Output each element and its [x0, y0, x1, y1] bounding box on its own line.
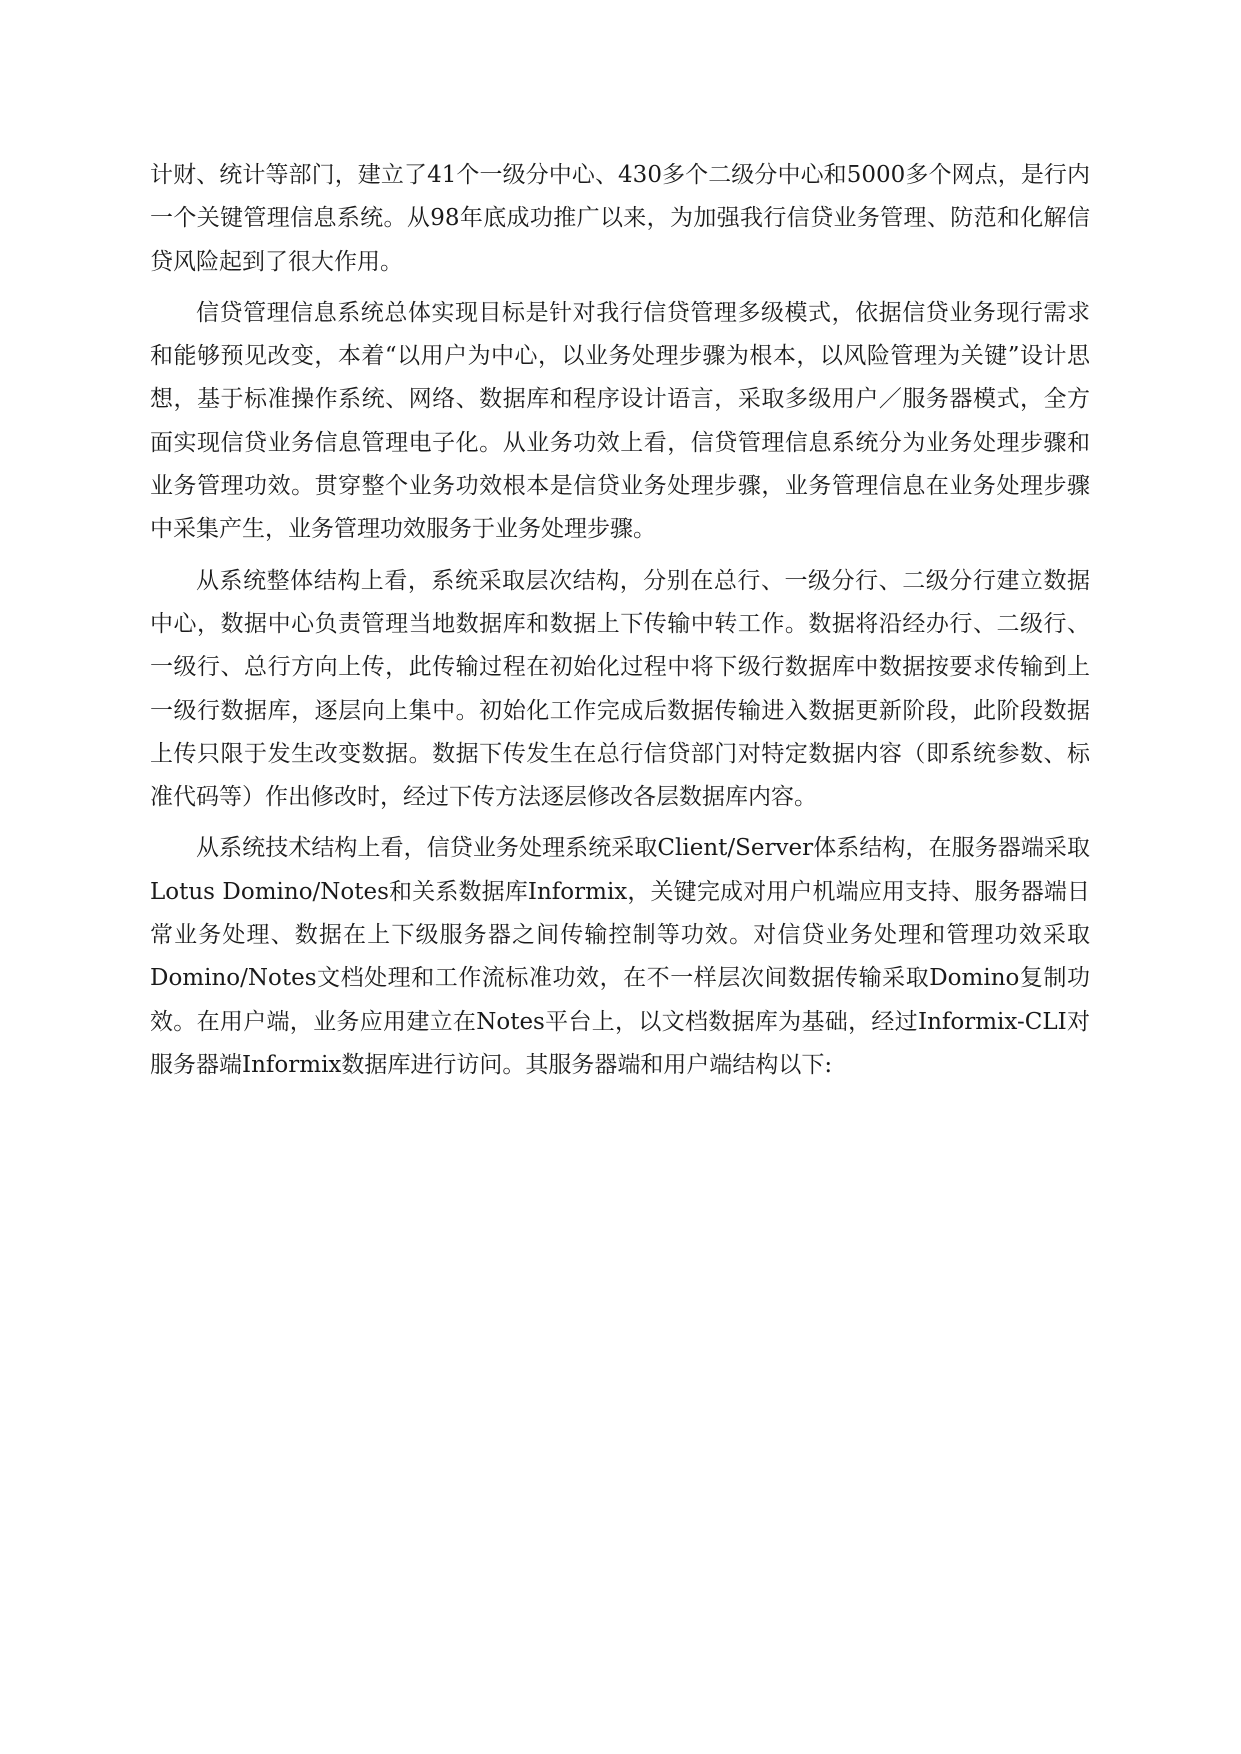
- body-text: [150, 154, 1090, 1095]
- paragraph-2: 信贷管理信息系统总体实现目标是针对我行信贷管理多级模式，依据信贷业务现行需求和能够预见改变，本着“以用户为中心，以业务处理步骤为根本，以风险管理为关键”设计思想，基于标准操作系统、网络、数据库和程序设计语言，采取多级用户／服务器模式，全方面实现信贷业务信息管理电子化。从业务功效上看，信贷管理信息系统分为业务处理步骤和业务管理功效。贯穿整个业务功效根本是信贷业务处理步骤，业务管理信息在业务处理步骤中采集产生，业务管理功效服务于业务处理步骤。: [150, 299, 1090, 543]
- paragraph-4: 从系统技术结构上看，信贷业务处理系统采取Client/Server体系结构，在服务器端采取Lotus Domino/Notes和关系数据库Informix，关键完成对用户机端应用支持、服务器端日常业务处理、数据在上下级服务器之间传输控制等功效。对信贷业务处理和管理功效采取Domino/Notes文档处理和工作流标准功效，在不一样层次间数据传输采取Domino复制功效。在用户端，业务应用建立在Notes平台上，以文档数据库为基础，经过Informix-CLI对服务器端Informix数据库进行访问。其服务器端和用户端结构以下:: [150, 835, 1090, 1078]
- paragraph-3: 从系统整体结构上看，系统采取层次结构，分别在总行、一级分行、二级分行建立数据中心，数据中心负责管理当地数据库和数据上下传输中转工作。数据将沿经办行、二级行、一级行、总行方向上传，此传输过程在初始化过程中将下级行数据库中数据按要求传输到上一级行数据库，逐层向上集中。初始化工作完成后数据传输进入数据更新阶段，此阶段数据上传只限于发生改变数据。数据下传发生在总行信贷部门对特定数据内容（即系统参数、标准代码等）作出修改时，经过下传方法逐层修改各层数据库内容。: [150, 567, 1090, 811]
- paragraph-1: 计财、统计等部门，建立了41个一级分中心、430多个二级分中心和5000多个网点，是行内一个关键管理信息系统。从98年底成功推广以来，为加强我行信贷业务管理、防范和化解信贷风险起到了很大作用。: [150, 162, 1090, 275]
